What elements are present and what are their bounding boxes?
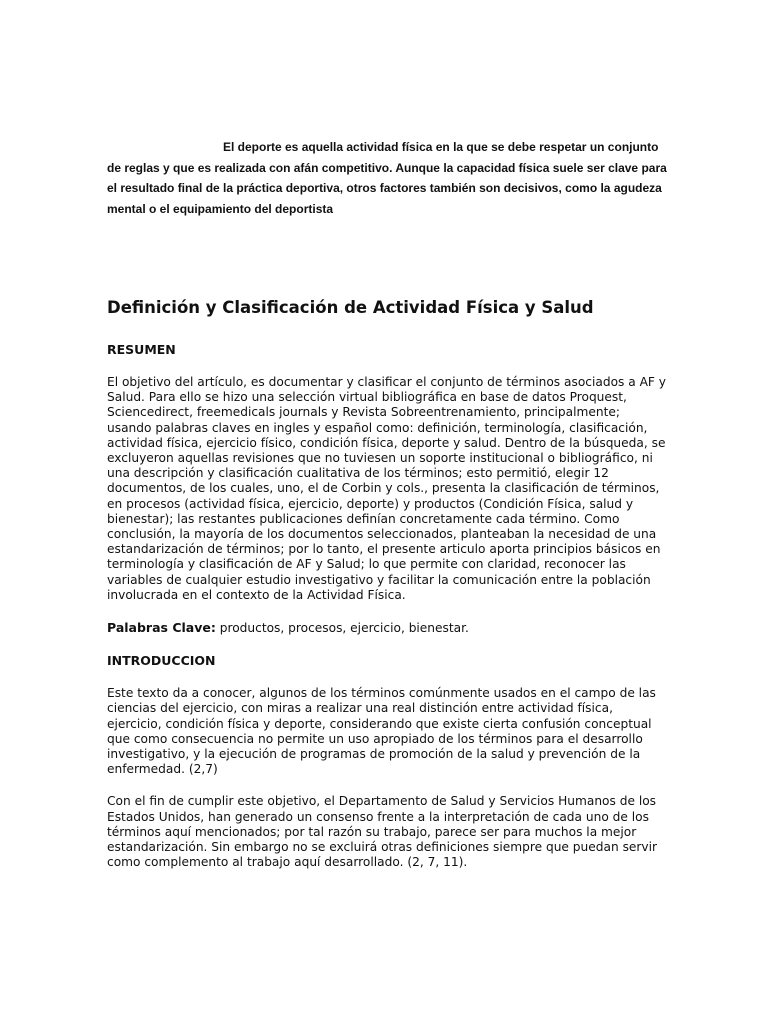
introduccion-paragraph-2: Con el fin de cumplir este objetivo, el Departamento de Salud y Servicios Humanos de los Estados Unidos, han generado un consenso frente a la interpretación de cada uno de los términos aquí mencionados; por tal razón su trabajo, parece ser para muchos la mejor estandarización. Sin embargo no se excluirá otras definiciones siempre que puedan servir como complemento al trabajo aquí desarrollado. (2, 7, 11). [107, 794, 658, 870]
intro-paragraph [107, 137, 667, 219]
article-title: Definición y Clasificación de Actividad Física y Salud [107, 298, 594, 317]
article-body [107, 294, 667, 887]
introduccion-paragraph-1: Este texto da a conocer, algunos de los términos comúnmente usados en el campo de las ciencias del ejercicio, con miras a realizar una real distinción entre actividad física, ejercicio, condición física y deporte, considerando que existe cierta confusión conceptual que como consecuencia no permite un uso apropiado de los términos para el desarrollo investigativo, y la ejecución de programas de promoción de la salud y prevención de la enfermedad. (2,7) [107, 686, 656, 777]
introduccion-heading: INTRODUCCION [107, 653, 216, 669]
keywords-text: productos, procesos, ejercicio, bienestar. [215, 621, 469, 636]
keywords-label: Palabras Clave: [107, 620, 216, 636]
intro-text: El deporte es aquella actividad física en la que se debe respetar un conjunto de reglas y que es realizada con afán competitivo. Aunque la capacidad física suele ser clave para el resultado final de la práctica deportiva, otros factores también son decisivos, como la agudeza mental o el equipamiento del deportista [107, 140, 667, 216]
resumen-heading: RESUMEN [107, 342, 176, 357]
resumen-paragraph: El objetivo del artículo, es documentar y clasificar el conjunto de términos asociados a AF y Salud. Para ello se hizo una selección virtual bibliográfica en base de datos Proquest, Sciencedirect, freemedicals journals y Revista Sobreentrenamiento, principalmente; usando palabras claves en ingles y español como: definición, terminología, clasificación, actividad física, ejercicio físico, condición física, deporte y salud. Dentro de la búsqueda, se excluyeron aquellas revisiones que no tuviesen un soporte institucional o bibliográfico, ni una descripción y clasificación cualitativa de los términos; esto permitió, elegir 12 documentos, de los cuales, uno, el de Corbin y cols., presenta la clasificación de términos, en procesos (actividad física, ejercicio, deporte) y productos (Condición Física, salud y bienestar); las restantes publicaciones definían concretamente cada término. Como conclusión, la mayoría de los documentos seleccionados, planteaban la necesidad de una estandarización de términos; por lo tanto, el presente articulo aporta principios básicos en terminología y clasificación de AF y Salud; lo que permite con claridad, reconocer las variables de cualquier estudio investigativo y facilitar la comunicación entre la población involucrada en el contexto de la Actividad Física. [107, 375, 667, 602]
keywords-paragraph [107, 620, 667, 636]
